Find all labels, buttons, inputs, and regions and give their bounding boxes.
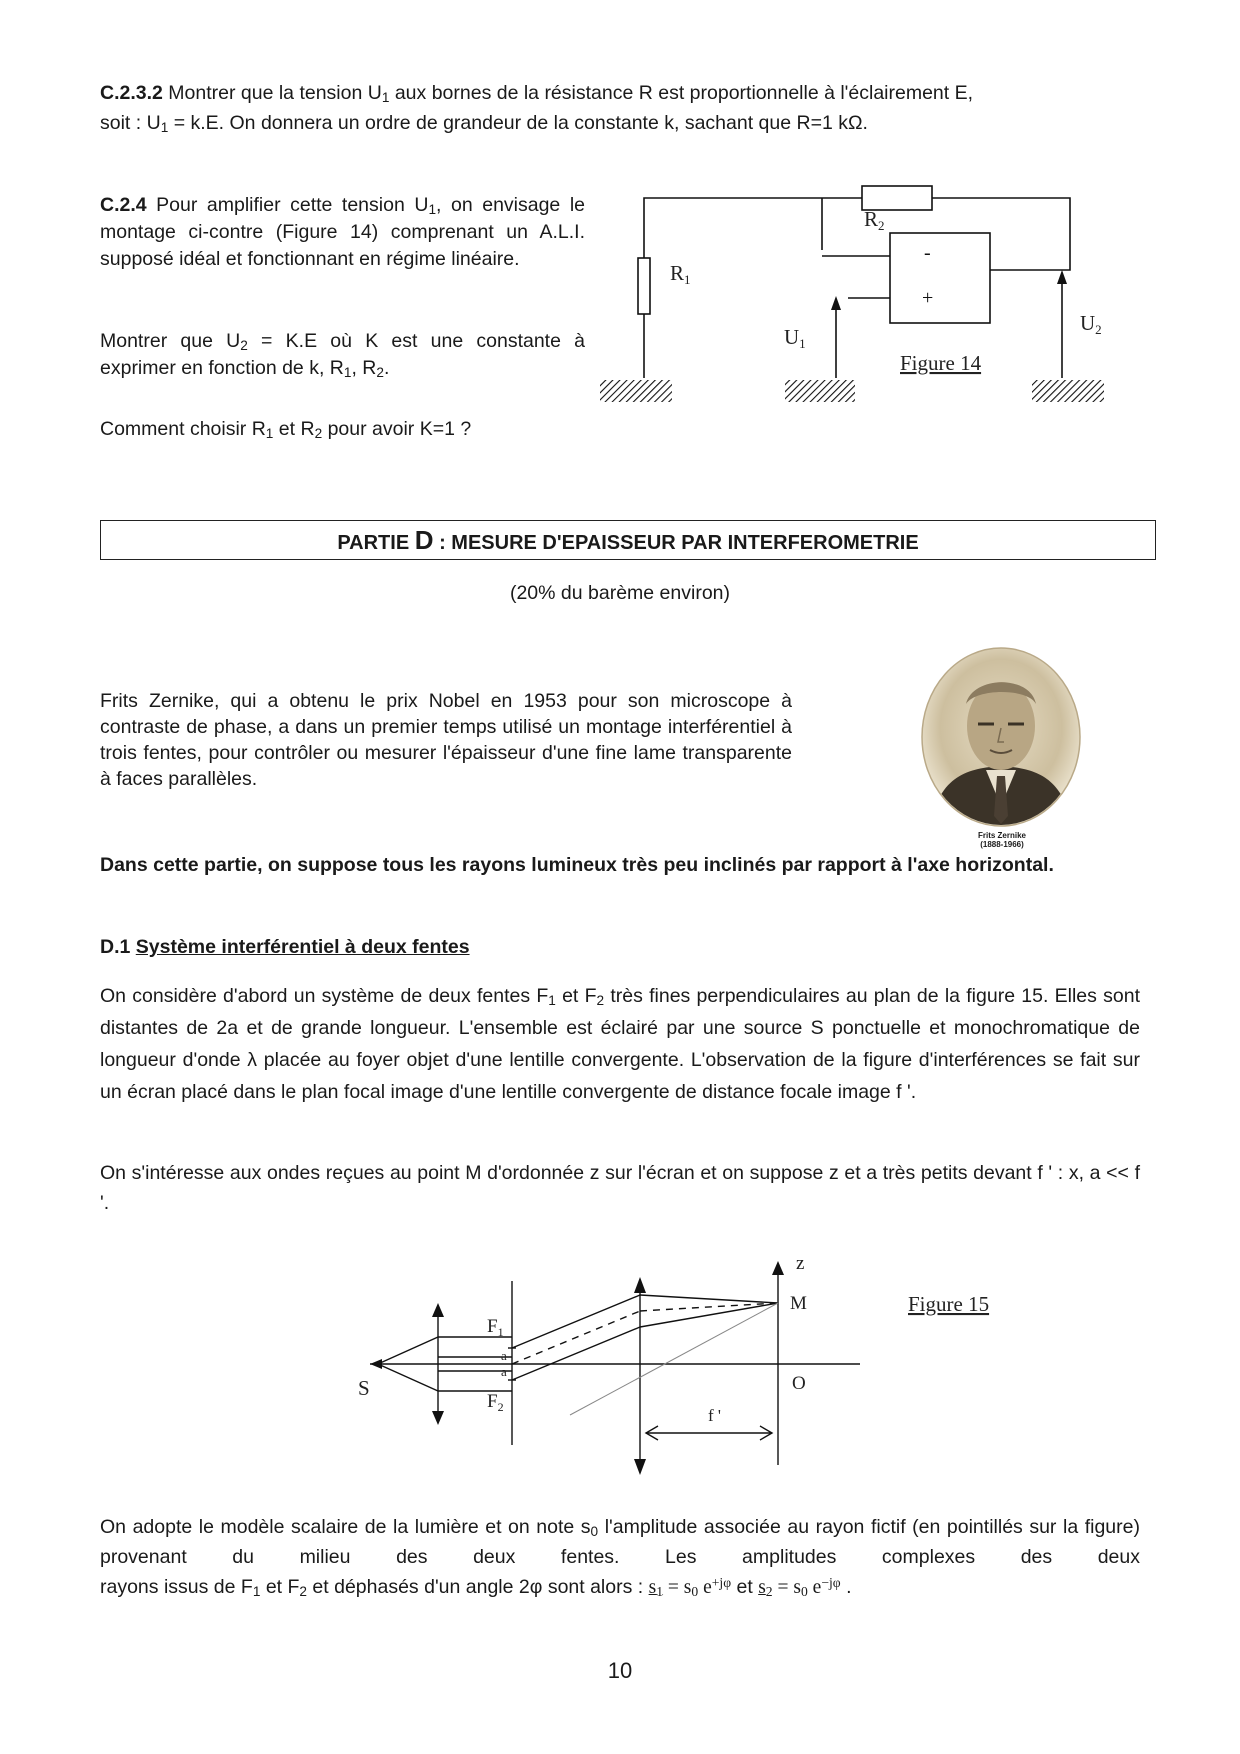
partie-d-title-box: PARTIE D : MESURE D'EPAISSEUR PAR INTERFEROMETRIE [100, 520, 1156, 560]
d1-paragraph-2: On s'intéresse aux ondes reçues au point M d'ordonnée z sur l'écran et on suppose z et a très petits devant f ' : x, a << f '. [100, 1162, 1140, 1214]
figure-14 [600, 180, 1120, 420]
u1-arrow-head [831, 296, 841, 310]
c24-label: C.2.4 [100, 194, 147, 216]
equation-s1: $s_1 = s_0$ $e^{+j\varphi}$ [648, 1575, 732, 1599]
ground-3 [1032, 380, 1104, 402]
label-f2: $F_2$ [487, 1391, 504, 1414]
d1-paragraph-1: On considère d'abord un système de deux fentes $F_1$ et $F_2$ très fines perpendiculaires au plan de la figure 15. Elles sont distantes de 2a et de grande longueur. L'ensemble est éclairé par une source S ponctuelle et monochromatique de longueur d'onde λ placée au foyer objet d'une lentille convergente. L'observation de la figure d'interférences se fait sur un écran placé dans le plan focal image d'une lentille convergente de distance focale image f '. [100, 985, 1140, 1103]
c24-question: Montrer que $U_2 = K.E$ où K est une constante à exprimer en fonction de k, $R_1$, $R_2$. [100, 330, 585, 380]
label-z: z [796, 1253, 805, 1274]
resistor-r1 [638, 258, 650, 314]
label-s: S [358, 1376, 370, 1400]
label-f1: $F_1$ [487, 1316, 504, 1339]
label-u2: U2 [1080, 311, 1102, 337]
zernike-portrait [920, 646, 1082, 828]
c24-paragraph: C.2.4 Pour amplifier cette tension $U_1$, on envisage le montage ci-contre (Figure 14) comprenant un A.L.I. supposé idéal et fonctionnant en régime linéaire. [100, 194, 585, 270]
label-r1: R1 [670, 261, 691, 287]
c232-paragraph: C.2.3.2 Montrer que la tension $U_1$ aux bornes de la résistance R est proportionnelle à l'éclairement E, soit : $U_1 = k.E$. On donnera un ordre de grandeur de la constante k, sachant que R=1 kΩ. [100, 82, 974, 135]
ground-2 [785, 380, 855, 402]
op-amp [890, 233, 990, 323]
label-f-prime: f ' [708, 1406, 721, 1425]
label-plus: + [922, 287, 934, 309]
label-u1: U1 [784, 325, 806, 351]
u2-arrow-head [1057, 270, 1067, 284]
bareme: (20% du barème environ) [509, 582, 731, 604]
label-o: O [792, 1373, 806, 1394]
c24-choose: Comment choisir $R_1$ et $R_2$ pour avoir K=1 ? [100, 418, 472, 441]
figure-15-caption: Figure 15 [908, 1292, 990, 1316]
model-equation-line: rayons issus de $F_1$ et $F_2$ et déphasés d'un angle 2φ sont alors : $s_1 = s_0$ $e^{+j\varphi}$ et $s_2 = s_0$ $e^{-j\varphi}$ . [100, 1575, 852, 1599]
label-a-top: a [501, 1348, 507, 1363]
figure-14-caption: Figure 14 [900, 351, 982, 375]
hypothesis: Dans cette partie, on suppose tous les rayons lumineux très peu inclinés par rapport à l'axe horizontal. [100, 854, 1054, 876]
ground-1 [600, 380, 672, 402]
label-m: M [790, 1293, 807, 1314]
label-a-bottom: a [501, 1364, 507, 1379]
figure-15 [360, 1245, 1020, 1475]
page-number: 10 [607, 1658, 633, 1683]
intro-paragraph: Frits Zernike, qui a obtenu le prix Nobel en 1953 pour son microscope à contraste de phase, a dans un premier temps utilisé un montage interférentiel à trois fentes, pour contrôler ou mesurer l'épaisseur d'une fine lame transparente à faces parallèles. [100, 690, 792, 790]
label-minus: - [924, 242, 931, 264]
model-paragraph: On adopte le modèle scalaire de la lumière et on note $s_0$ l'amplitude associée au rayon fictif (en pointillés sur la figure) provenant du milieu des deux fentes. Les amplitudes complexes des deux [100, 1516, 1140, 1568]
photo-caption: Frits Zernike (1888-1966) [977, 831, 1026, 849]
d1-heading: D.1 Système interférentiel à deux fentes [100, 936, 470, 958]
label-r2: R2 [864, 207, 885, 233]
c232-label: C.2.3.2 [100, 82, 163, 104]
equation-s2: $s_2 = s_0$ $e^{-j\varphi}$ [758, 1575, 841, 1599]
